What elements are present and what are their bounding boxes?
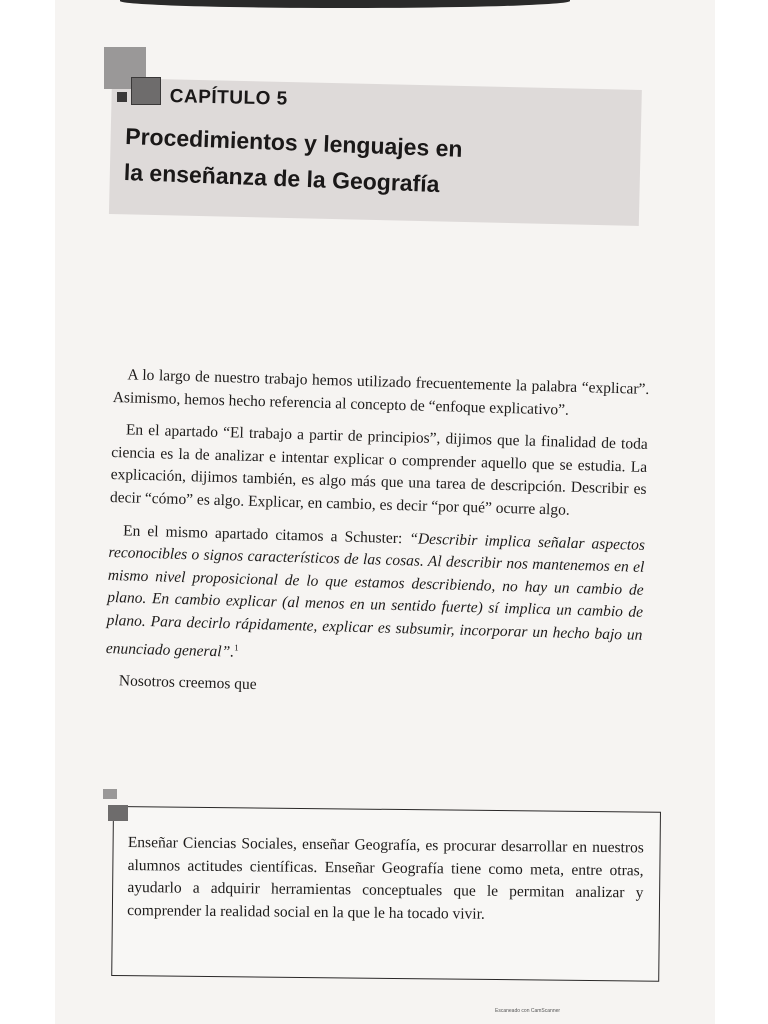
- footnote-marker: 1: [234, 642, 239, 653]
- decorative-square-small: [117, 92, 127, 102]
- chapter-label: CAPÍTULO 5: [169, 86, 288, 110]
- box-decorative-square-dark: [108, 805, 128, 821]
- box-decorative-square-light: [103, 789, 117, 799]
- chapter-title-line1: Procedimientos y lenguajes en: [124, 122, 464, 162]
- paragraph-2: En el apartado “El trabajo a partir de principios”, dijimos que la finalidad de toda ciencia es la de analizar e intentar explicar o comprender aquello que se estudia. La explicación, dijimos también, es algo más que una tarea de descripción. Describir es decir “cómo” es algo. Explicar, en cambio, es decir “por qué” ocurre algo.: [109, 421, 648, 519]
- scanner-watermark: Escaneado con CamScanner: [495, 1008, 561, 1014]
- body-text: [104, 356, 649, 718]
- paragraph-3-intro: En el mismo apartado citamos a Schuster:: [122, 521, 410, 547]
- decorative-square-medium: [131, 77, 161, 105]
- chapter-title-line2: la enseñanza de la Geografía: [123, 158, 440, 198]
- paragraph-1: A lo largo de nuestro trabajo hemos utilizado frecuentemente la palabra “explicar”. Asimismo, hemos hecho referencia al concepto de “enfoque explicativo”.: [112, 366, 650, 419]
- schuster-quote: “Describir implica señalar aspectos reconocibles o signos característicos de las cosas. Al describir nos mantenemos en el mismo nivel proposicional de lo que estamos describiendo, no hay un cambio de plano. En cambio explicar (al menos en un sentido fuerte) sí implica un cambio de plano. Para decirlo rápidamente, explicar es subsumir, incorporar un hecho bajo un enunciado general”.: [105, 529, 646, 661]
- highlight-box-text: Enseñar Ciencias Sociales, enseñar Geografía, es procurar desarrollar en nuestros alumnos actitudes científicas. Enseñar Geografía tiene como meta, entre otras, ayudarlo a adquirir herramientas conceptuales que le permitan analizar y comprender la realidad social en la que le ha tocado vivir.: [127, 833, 644, 923]
- paragraph-3: [106, 519, 646, 675]
- paragraph-4: Nosotros creemos que: [118, 672, 257, 694]
